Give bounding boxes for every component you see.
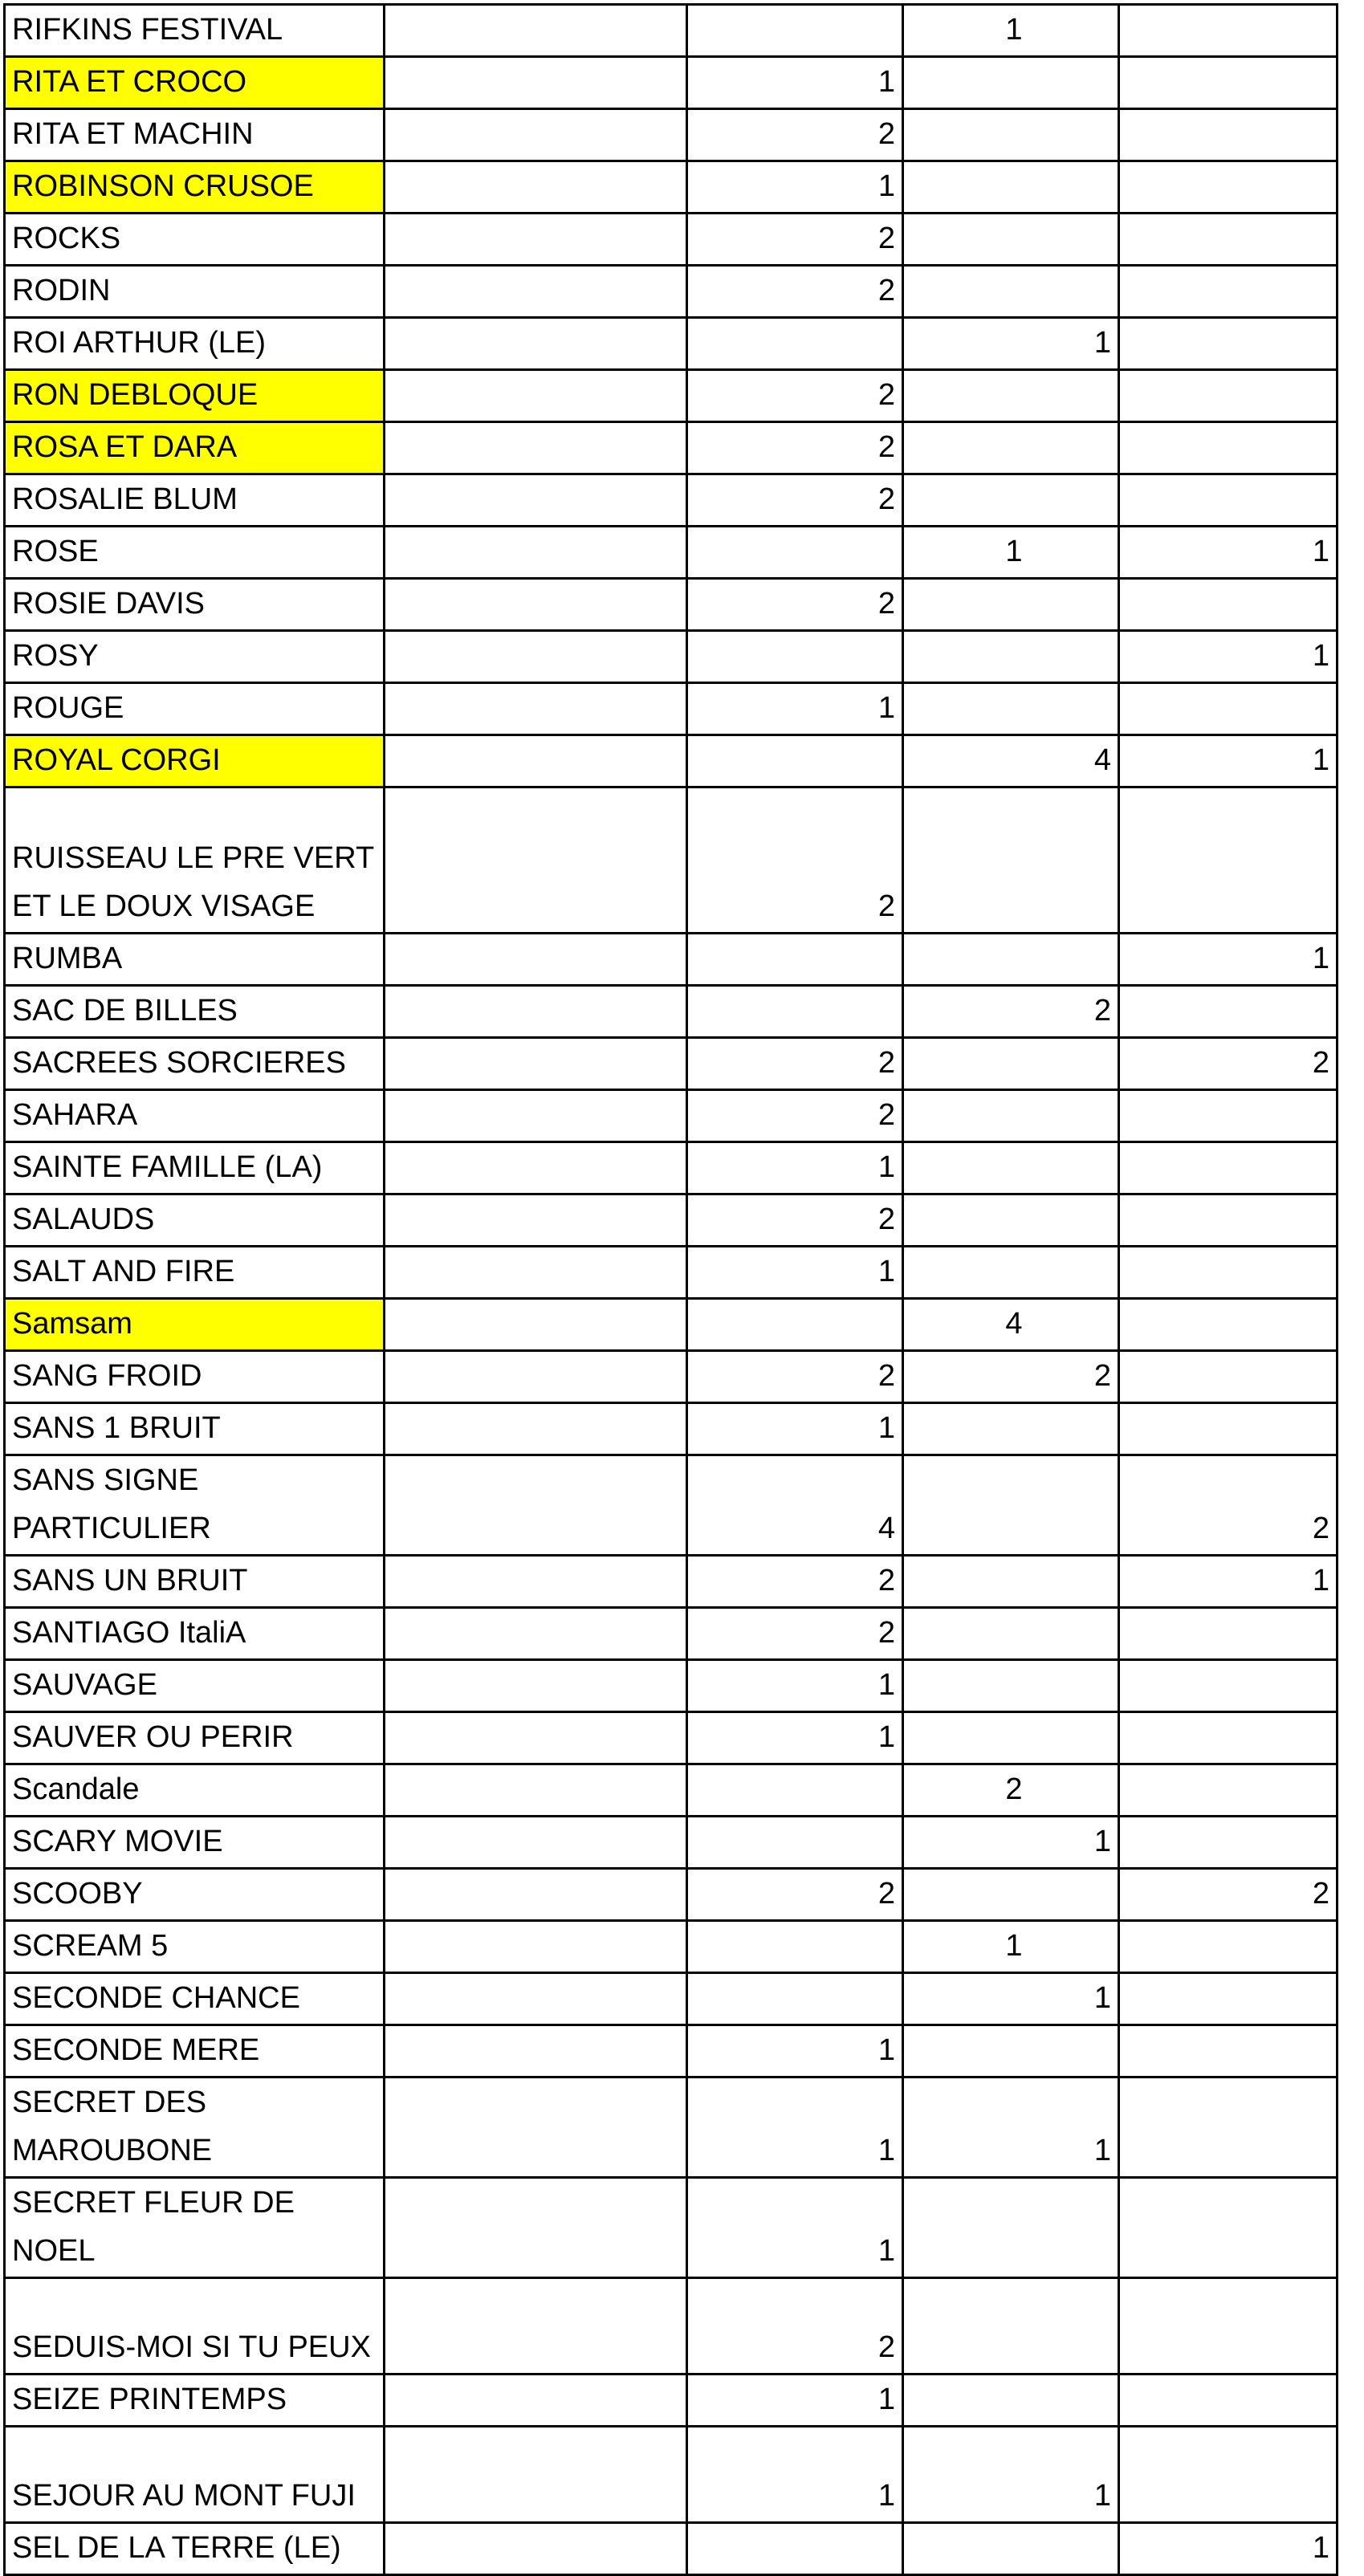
cell-value-col4[interactable]: 2 xyxy=(903,1764,1119,1817)
cell-value-col3[interactable]: 2 xyxy=(687,1869,903,1921)
cell-value-col4[interactable] xyxy=(903,2523,1119,2575)
cell-value-col3[interactable]: 2 xyxy=(687,1090,903,1142)
cell-title[interactable]: SAUVAGE xyxy=(5,1660,385,1712)
cell-value-col5[interactable]: 1 xyxy=(1119,527,1338,579)
cell-value-col3[interactable] xyxy=(687,2523,903,2575)
table-row xyxy=(5,1038,1338,1090)
table-row xyxy=(5,631,1338,683)
cell-value-col3[interactable]: 2 xyxy=(687,1038,903,1090)
cell-value-col5[interactable]: 2 xyxy=(1119,1038,1338,1090)
cell-value-col2[interactable] xyxy=(385,934,687,986)
cell-value-col4[interactable] xyxy=(903,57,1119,109)
cell-value-col3[interactable]: 1 xyxy=(687,1712,903,1764)
cell-value-col3[interactable]: 2 xyxy=(687,214,903,266)
table-row xyxy=(5,1660,1338,1712)
cell-title[interactable]: ROCKS xyxy=(5,214,385,266)
cell-value-col4[interactable] xyxy=(903,1712,1119,1764)
cell-value-col5[interactable] xyxy=(1119,474,1338,527)
cell-value-col2[interactable] xyxy=(385,1921,687,1973)
cell-value-col3[interactable]: 2 xyxy=(687,1556,903,1608)
cell-value-col5[interactable] xyxy=(1119,2178,1338,2278)
cell-title[interactable]: SECRET DES MAROUBONE xyxy=(5,2077,385,2178)
cell-value-col3[interactable]: 2 xyxy=(687,266,903,318)
cell-value-col4[interactable]: 1 xyxy=(903,527,1119,579)
cell-value-col4[interactable] xyxy=(903,161,1119,214)
cell-value-col3[interactable]: 1 xyxy=(687,2427,903,2523)
cell-value-col5[interactable] xyxy=(1119,109,1338,161)
cell-value-col2[interactable] xyxy=(385,1194,687,1247)
table-row xyxy=(5,735,1338,787)
cell-value-col4[interactable] xyxy=(903,1608,1119,1660)
cell-value-col3[interactable]: 2 xyxy=(687,1194,903,1247)
cell-value-col5[interactable] xyxy=(1119,1194,1338,1247)
cell-value-col3[interactable] xyxy=(687,5,903,57)
cell-value-col2[interactable] xyxy=(385,2077,687,2178)
table-row xyxy=(5,266,1338,318)
cell-title[interactable]: SANG FROID xyxy=(5,1351,385,1403)
cell-value-col2[interactable] xyxy=(385,683,687,735)
table-row xyxy=(5,683,1338,735)
cell-value-col4[interactable] xyxy=(903,1455,1119,1556)
cell-title[interactable]: SAHARA xyxy=(5,1090,385,1142)
cell-title[interactable]: SEL DE LA TERRE (LE) xyxy=(5,2523,385,2575)
table-row xyxy=(5,1921,1338,1973)
cell-value-col3[interactable]: 1 xyxy=(687,2025,903,2077)
cell-value-col3[interactable]: 4 xyxy=(687,1455,903,1556)
cell-title[interactable]: RODIN xyxy=(5,266,385,318)
cell-value-col4[interactable]: 1 xyxy=(903,1973,1119,2025)
cell-value-col5[interactable]: 1 xyxy=(1119,934,1338,986)
cell-value-col4[interactable]: 1 xyxy=(903,5,1119,57)
cell-title[interactable]: ROSE xyxy=(5,527,385,579)
cell-value-col5[interactable] xyxy=(1119,1921,1338,1973)
cell-value-col4[interactable]: 1 xyxy=(903,1817,1119,1869)
cell-value-col5[interactable]: 2 xyxy=(1119,1455,1338,1556)
cell-value-col5[interactable] xyxy=(1119,422,1338,474)
cell-title[interactable]: ROBINSON CRUSOE xyxy=(5,161,385,214)
cell-value-col2[interactable] xyxy=(385,422,687,474)
cell-title[interactable]: SCOOBY xyxy=(5,1869,385,1921)
cell-value-col2[interactable] xyxy=(385,1764,687,1817)
cell-value-col4[interactable] xyxy=(903,787,1119,934)
cell-value-col3[interactable]: 1 xyxy=(687,1142,903,1194)
table-row xyxy=(5,1608,1338,1660)
cell-value-col4[interactable] xyxy=(903,934,1119,986)
cell-value-col3[interactable] xyxy=(687,1817,903,1869)
cell-value-col5[interactable] xyxy=(1119,370,1338,422)
cell-value-col5[interactable] xyxy=(1119,1403,1338,1455)
cell-title[interactable]: SECONDE MERE xyxy=(5,2025,385,2077)
cell-title[interactable]: ROUGE xyxy=(5,683,385,735)
cell-title[interactable]: SCARY MOVIE xyxy=(5,1817,385,1869)
cell-value-col5[interactable] xyxy=(1119,787,1338,934)
table-row xyxy=(5,1869,1338,1921)
cell-value-col4[interactable] xyxy=(903,109,1119,161)
cell-value-col5[interactable] xyxy=(1119,161,1338,214)
cell-value-col5[interactable] xyxy=(1119,318,1338,370)
cell-value-col4[interactable] xyxy=(903,1660,1119,1712)
cell-value-col2[interactable] xyxy=(385,1038,687,1090)
cell-value-col4[interactable] xyxy=(903,422,1119,474)
cell-value-col2[interactable] xyxy=(385,1142,687,1194)
cell-value-col2[interactable] xyxy=(385,2178,687,2278)
cell-value-col4[interactable] xyxy=(903,1194,1119,1247)
cell-value-col3[interactable]: 1 xyxy=(687,57,903,109)
cell-title[interactable]: SECONDE CHANCE xyxy=(5,1973,385,2025)
cell-value-col5[interactable] xyxy=(1119,266,1338,318)
cell-value-col3[interactable] xyxy=(687,527,903,579)
cell-title[interactable]: ROYAL CORGI xyxy=(5,735,385,787)
cell-value-col2[interactable] xyxy=(385,57,687,109)
cell-value-col2[interactable] xyxy=(385,109,687,161)
table-row xyxy=(5,1351,1338,1403)
cell-value-col2[interactable] xyxy=(385,527,687,579)
cell-value-col2[interactable] xyxy=(385,735,687,787)
cell-title[interactable]: SAINTE FAMILLE (LA) xyxy=(5,1142,385,1194)
cell-title[interactable]: ROSALIE BLUM xyxy=(5,474,385,527)
cell-value-col4[interactable] xyxy=(903,2025,1119,2077)
cell-value-col3[interactable] xyxy=(687,1764,903,1817)
cell-value-col2[interactable] xyxy=(385,1090,687,1142)
cell-value-col2[interactable] xyxy=(385,2278,687,2375)
cell-value-col2[interactable] xyxy=(385,1455,687,1556)
cell-value-col3[interactable]: 1 xyxy=(687,1247,903,1299)
cell-value-col5[interactable]: 1 xyxy=(1119,735,1338,787)
table-row xyxy=(5,1556,1338,1608)
cell-value-col3[interactable] xyxy=(687,318,903,370)
cell-value-col5[interactable] xyxy=(1119,2025,1338,2077)
cell-value-col3[interactable]: 2 xyxy=(687,109,903,161)
cell-value-col5[interactable]: 1 xyxy=(1119,2523,1338,2575)
cell-title[interactable]: SACREES SORCIERES xyxy=(5,1038,385,1090)
table-row xyxy=(5,579,1338,631)
cell-value-col2[interactable] xyxy=(385,2375,687,2427)
table-row xyxy=(5,934,1338,986)
cell-value-col5[interactable] xyxy=(1119,1712,1338,1764)
table-row xyxy=(5,1142,1338,1194)
cell-title[interactable]: RON DEBLOQUE xyxy=(5,370,385,422)
cell-value-col2[interactable] xyxy=(385,370,687,422)
cell-value-col2[interactable] xyxy=(385,579,687,631)
cell-value-col4[interactable]: 2 xyxy=(903,986,1119,1038)
cell-value-col5[interactable] xyxy=(1119,2427,1338,2523)
cell-value-col2[interactable] xyxy=(385,2523,687,2575)
cell-value-col4[interactable] xyxy=(903,266,1119,318)
table-row xyxy=(5,1973,1338,2025)
cell-value-col5[interactable] xyxy=(1119,5,1338,57)
cell-value-col3[interactable]: 1 xyxy=(687,161,903,214)
cell-value-col3[interactable]: 1 xyxy=(687,2077,903,2178)
cell-value-col5[interactable] xyxy=(1119,986,1338,1038)
cell-value-col2[interactable] xyxy=(385,266,687,318)
cell-value-col3[interactable]: 2 xyxy=(687,2278,903,2375)
table-row xyxy=(5,1090,1338,1142)
cell-title[interactable]: ROSIE DAVIS xyxy=(5,579,385,631)
cell-value-col5[interactable] xyxy=(1119,1764,1338,1817)
cell-value-col4[interactable] xyxy=(903,1038,1119,1090)
cell-value-col3[interactable]: 2 xyxy=(687,579,903,631)
cell-value-col3[interactable] xyxy=(687,1299,903,1351)
table-row xyxy=(5,422,1338,474)
cell-title[interactable]: SEDUIS-MOI SI TU PEUX xyxy=(5,2278,385,2375)
cell-value-col5[interactable] xyxy=(1119,2077,1338,2178)
cell-value-col4[interactable] xyxy=(903,1247,1119,1299)
cell-value-col3[interactable]: 2 xyxy=(687,474,903,527)
table-row xyxy=(5,787,1338,934)
cell-value-col5[interactable] xyxy=(1119,1299,1338,1351)
cell-title[interactable]: SANS SIGNE PARTICULIER xyxy=(5,1455,385,1556)
cell-value-col4[interactable] xyxy=(903,370,1119,422)
cell-value-col2[interactable] xyxy=(385,1556,687,1608)
cell-value-col4[interactable]: 4 xyxy=(903,735,1119,787)
cell-value-col4[interactable] xyxy=(903,214,1119,266)
table-row xyxy=(5,2077,1338,2178)
cell-value-col2[interactable] xyxy=(385,1351,687,1403)
cell-value-col3[interactable]: 2 xyxy=(687,422,903,474)
cell-value-col5[interactable] xyxy=(1119,683,1338,735)
cell-value-col2[interactable] xyxy=(385,214,687,266)
cell-value-col5[interactable] xyxy=(1119,57,1338,109)
cell-value-col2[interactable] xyxy=(385,474,687,527)
cell-title[interactable]: RUMBA xyxy=(5,934,385,986)
cell-title[interactable]: ROSY xyxy=(5,631,385,683)
cell-value-col5[interactable] xyxy=(1119,1817,1338,1869)
table-row xyxy=(5,1817,1338,1869)
cell-value-col5[interactable] xyxy=(1119,1247,1338,1299)
cell-title[interactable]: SANS 1 BRUIT xyxy=(5,1403,385,1455)
cell-title[interactable]: SCREAM 5 xyxy=(5,1921,385,1973)
cell-title[interactable]: SEIZE PRINTEMPS xyxy=(5,2375,385,2427)
cell-title[interactable]: RITA ET CROCO xyxy=(5,57,385,109)
cell-value-col3[interactable]: 1 xyxy=(687,1403,903,1455)
cell-value-col3[interactable] xyxy=(687,631,903,683)
cell-value-col5[interactable]: 2 xyxy=(1119,1869,1338,1921)
cell-value-col3[interactable]: 2 xyxy=(687,370,903,422)
cell-title[interactable]: RITA ET MACHIN xyxy=(5,109,385,161)
table-row xyxy=(5,2427,1338,2523)
cell-value-col4[interactable] xyxy=(903,2278,1119,2375)
table-row xyxy=(5,370,1338,422)
cell-value-col5[interactable] xyxy=(1119,1660,1338,1712)
cell-value-col3[interactable]: 1 xyxy=(687,2375,903,2427)
cell-value-col2[interactable] xyxy=(385,2427,687,2523)
cell-value-col3[interactable] xyxy=(687,735,903,787)
cell-value-col3[interactable]: 1 xyxy=(687,1660,903,1712)
table-row xyxy=(5,1247,1338,1299)
table-row xyxy=(5,1194,1338,1247)
table-row xyxy=(5,2523,1338,2575)
spreadsheet-table xyxy=(3,3,1338,2576)
cell-value-col2[interactable] xyxy=(385,1403,687,1455)
cell-title[interactable]: SAUVER OU PERIR xyxy=(5,1712,385,1764)
table-row xyxy=(5,527,1338,579)
cell-value-col2[interactable] xyxy=(385,1660,687,1712)
cell-value-col5[interactable] xyxy=(1119,1090,1338,1142)
cell-value-col4[interactable] xyxy=(903,1869,1119,1921)
cell-value-col2[interactable] xyxy=(385,161,687,214)
cell-value-col3[interactable]: 2 xyxy=(687,1608,903,1660)
cell-title[interactable]: Samsam xyxy=(5,1299,385,1351)
cell-title[interactable]: SEJOUR AU MONT FUJI xyxy=(5,2427,385,2523)
cell-value-col4[interactable] xyxy=(903,2375,1119,2427)
cell-value-col5[interactable]: 1 xyxy=(1119,631,1338,683)
cell-value-col5[interactable] xyxy=(1119,2278,1338,2375)
cell-value-col3[interactable]: 1 xyxy=(687,683,903,735)
table-row xyxy=(5,214,1338,266)
cell-value-col2[interactable] xyxy=(385,1247,687,1299)
cell-value-col3[interactable] xyxy=(687,1973,903,2025)
cell-value-col4[interactable]: 1 xyxy=(903,1921,1119,1973)
cell-value-col5[interactable]: 1 xyxy=(1119,1556,1338,1608)
cell-value-col4[interactable] xyxy=(903,1142,1119,1194)
cell-value-col4[interactable]: 2 xyxy=(903,1351,1119,1403)
cell-value-col5[interactable] xyxy=(1119,1351,1338,1403)
spreadsheet-body xyxy=(5,5,1338,2575)
cell-value-col3[interactable]: 2 xyxy=(687,787,903,934)
table-row xyxy=(5,5,1338,57)
cell-value-col4[interactable]: 1 xyxy=(903,2427,1119,2523)
cell-title[interactable]: SECRET FLEUR DE NOEL xyxy=(5,2178,385,2278)
cell-value-col5[interactable] xyxy=(1119,579,1338,631)
cell-value-col4[interactable] xyxy=(903,1403,1119,1455)
table-row xyxy=(5,109,1338,161)
cell-value-col2[interactable] xyxy=(385,1299,687,1351)
cell-title[interactable]: RUISSEAU LE PRE VERT ET LE DOUX VISAGE xyxy=(5,787,385,934)
table-row xyxy=(5,318,1338,370)
cell-value-col2[interactable] xyxy=(385,5,687,57)
cell-value-col3[interactable]: 2 xyxy=(687,1351,903,1403)
table-row xyxy=(5,1455,1338,1556)
table-row xyxy=(5,2025,1338,2077)
cell-value-col2[interactable] xyxy=(385,787,687,934)
cell-value-col4[interactable] xyxy=(903,1090,1119,1142)
cell-title[interactable]: SANTIAGO ItaliA xyxy=(5,1608,385,1660)
cell-value-col5[interactable] xyxy=(1119,1142,1338,1194)
cell-value-col2[interactable] xyxy=(385,986,687,1038)
cell-title[interactable]: SALAUDS xyxy=(5,1194,385,1247)
cell-title[interactable]: SAC DE BILLES xyxy=(5,986,385,1038)
table-row xyxy=(5,2375,1338,2427)
cell-value-col2[interactable] xyxy=(385,1817,687,1869)
cell-value-col4[interactable] xyxy=(903,2178,1119,2278)
cell-title[interactable]: RIFKINS FESTIVAL xyxy=(5,5,385,57)
table-row xyxy=(5,1403,1338,1455)
cell-value-col2[interactable] xyxy=(385,1869,687,1921)
cell-value-col2[interactable] xyxy=(385,1712,687,1764)
cell-value-col2[interactable] xyxy=(385,1608,687,1660)
cell-value-col4[interactable]: 1 xyxy=(903,318,1119,370)
cell-value-col3[interactable] xyxy=(687,986,903,1038)
cell-title[interactable]: ROSA ET DARA xyxy=(5,422,385,474)
cell-value-col4[interactable] xyxy=(903,683,1119,735)
cell-title[interactable]: ROI ARTHUR (LE) xyxy=(5,318,385,370)
table-row xyxy=(5,1299,1338,1351)
cell-value-col5[interactable] xyxy=(1119,1973,1338,2025)
cell-value-col2[interactable] xyxy=(385,631,687,683)
cell-title[interactable]: SANS UN BRUIT xyxy=(5,1556,385,1608)
table-row xyxy=(5,57,1338,109)
table-row xyxy=(5,2178,1338,2278)
cell-value-col4[interactable] xyxy=(903,631,1119,683)
cell-value-col5[interactable] xyxy=(1119,2375,1338,2427)
cell-value-col4[interactable] xyxy=(903,579,1119,631)
cell-value-col2[interactable] xyxy=(385,2025,687,2077)
cell-value-col4[interactable] xyxy=(903,1556,1119,1608)
table-row xyxy=(5,1764,1338,1817)
cell-value-col3[interactable]: 1 xyxy=(687,2178,903,2278)
cell-title[interactable]: Scandale xyxy=(5,1764,385,1817)
table-row xyxy=(5,161,1338,214)
cell-value-col3[interactable] xyxy=(687,1921,903,1973)
cell-value-col5[interactable] xyxy=(1119,214,1338,266)
cell-title[interactable]: SALT AND FIRE xyxy=(5,1247,385,1299)
table-row xyxy=(5,986,1338,1038)
table-row xyxy=(5,2278,1338,2375)
table-row xyxy=(5,474,1338,527)
cell-value-col4[interactable] xyxy=(903,474,1119,527)
cell-value-col5[interactable] xyxy=(1119,1608,1338,1660)
cell-value-col2[interactable] xyxy=(385,318,687,370)
cell-value-col2[interactable] xyxy=(385,1973,687,2025)
cell-value-col3[interactable] xyxy=(687,934,903,986)
cell-value-col4[interactable]: 4 xyxy=(903,1299,1119,1351)
table-row xyxy=(5,1712,1338,1764)
cell-value-col4[interactable]: 1 xyxy=(903,2077,1119,2178)
